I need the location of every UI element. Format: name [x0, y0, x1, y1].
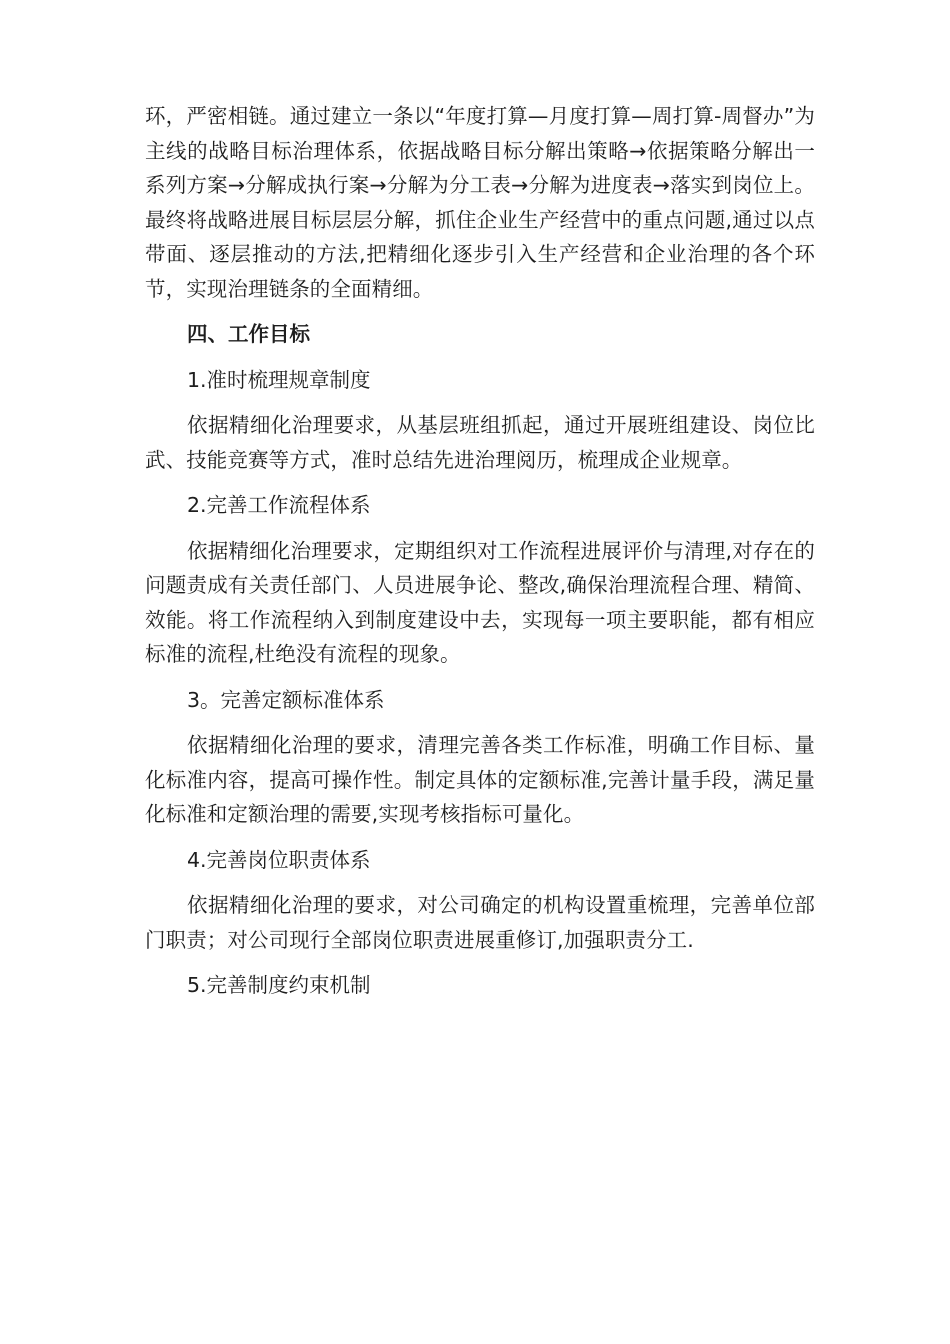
section-heading: 四、工作目标 — [187, 322, 310, 346]
body-paragraph: 依据精细化治理的要求，对公司确定的机构设置重梳理，完善单位部门职责；对公司现行全部岗位职责进展重修订,加强职责分工. — [145, 893, 815, 952]
subsection-heading: 3。完善定额标准体系 — [187, 687, 385, 712]
subsection-heading: 2.完善工作流程体系 — [187, 493, 371, 517]
body-paragraph: 依据精细化治理要求，定期组织对工作流程进展评价与清理,对存在的问题责成有关责任部门、人员进展争论、整改,确保治理流程合理、精简、效能。将工作流程纳入到制度建设中去，实现每一项主要职能，都有相应标准的流程,杜绝没有流程的现象。 — [145, 538, 815, 666]
document-body — [145, 99, 815, 1014]
subsection-heading: 5.完善制度约束机制 — [187, 973, 371, 997]
body-paragraph: 环，严密相链。通过建立一条以“年度打算—月度打算—周打算-周督办”为主线的战略目标治理体系，依据战略目标分解出策略→依据策略分解出一系列方案→分解成执行案→分解为分工表→分解为进度表→落实到岗位上。最终将战略进展目标层层分解，抓住企业生产经营中的重点问题,通过以点带面、逐层推动的方法,把精细化逐步引入生产经营和企业治理的各个环节，实现治理链条的全面精细。 — [145, 104, 815, 301]
body-paragraph: 依据精细化治理的要求，清理完善各类工作标准，明确工作目标、量化标准内容，提高可操作性。制定具体的定额标准,完善计量手段，满足量化标准和定额治理的需要,实现考核指标可量化。 — [145, 733, 815, 826]
body-paragraph: 依据精细化治理要求，从基层班组抓起，通过开展班组建设、岗位比武、技能竞赛等方式，准时总结先进治理阅历，梳理成企业规章。 — [145, 413, 815, 472]
subsection-heading: 4.完善岗位职责体系 — [187, 847, 371, 872]
subsection-heading: 1.准时梳理规章制度 — [187, 367, 371, 392]
